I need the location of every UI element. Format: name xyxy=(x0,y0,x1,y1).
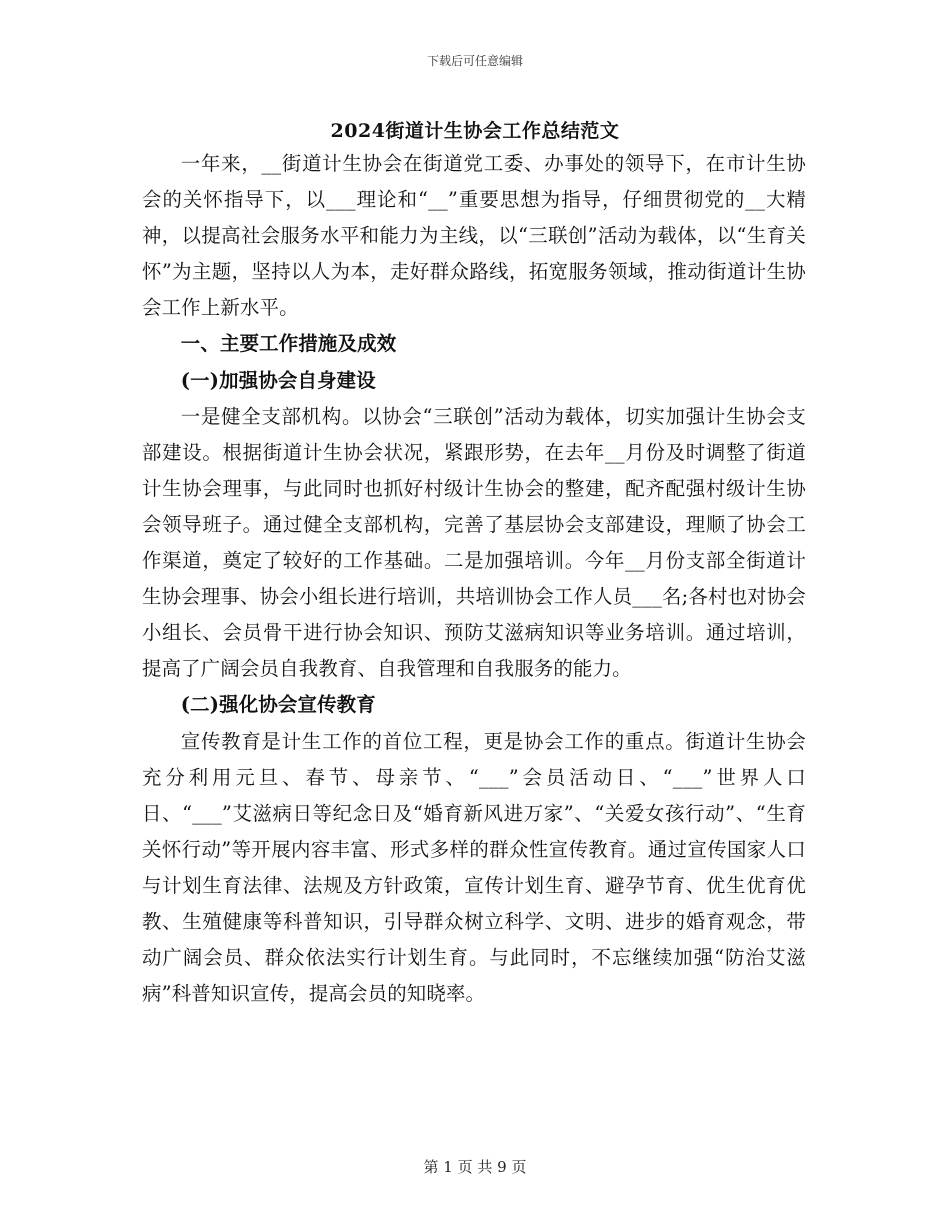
section-heading: 一、主要工作措施及成效 xyxy=(180,332,397,356)
document-body xyxy=(142,146,806,1012)
page-header-note: 下载后可任意编辑 xyxy=(426,54,523,68)
subsection-paragraph-1: 一是健全支部机构。以协会“三联创”活动为载体，切实加强计生协会支部建设。根据街道计生协会状况，紧跟形势，在去年__月份及时调整了街道计生协会理事，与此同时也抓好村级计生协会的整建，配齐配强村级计生协会领导班子。通过健全支部机构，完善了基层协会支部建设，理顺了协会工作渠道，奠定了较好的工作基础。二是加强培训。今年__月份支部全街道计生协会理事、协会小组长进行培训，共培训协会工作人员___名;各村也对协会小组长、会员骨干进行协会知识、预防艾滋病知识等业务培训。通过培训，提高了广阔会员自我教育、自我管理和自我服务的能力。 xyxy=(142,404,806,681)
document-title: 2024街道计生协会工作总结范文 xyxy=(330,120,620,142)
page-footer-number: 第 1 页 共 9 页 xyxy=(423,1158,527,1176)
subsection-heading-2: (二)强化协会宣传教育 xyxy=(180,693,376,717)
subsection-heading-1: (一)加强协会自身建设 xyxy=(180,368,376,392)
subsection-paragraph-2: 宣传教育是计生工作的首位工程，更是协会工作的重点。街道计生协会充分利用元旦、春节、母亲节、“___”会员活动日、“___”世界人口日、“___”艾滋病日等纪念日及“婚育新风进万家”、“关爱女孩行动”、“生育关怀行动”等开展内容丰富、形式多样的群众性宣传教育。通过宣传国家人口与计划生育法律、法规及方针政策，宣传计划生育、避孕节育、优生优育优教、生殖健康等科普知识，引导群众树立科学、文明、进步的婚育观念，带动广阔会员、群众依法实行计划生育。与此同时，不忘继续加强“防治艾滋病”科普知识宣传，提高会员的知晓率。 xyxy=(142,729,806,1006)
intro-paragraph: 一年来，__街道计生协会在街道党工委、办事处的领导下，在市计生协会的关怀指导下，以___理论和“__”重要思想为指导，仔细贯彻党的__大精神，以提高社会服务水平和能力为主线，以“三联创”活动为载体，以“生育关怀”为主题，坚持以人为本，走好群众路线，拓宽服务领域，推动街道计生协会工作上新水平。 xyxy=(142,152,806,320)
